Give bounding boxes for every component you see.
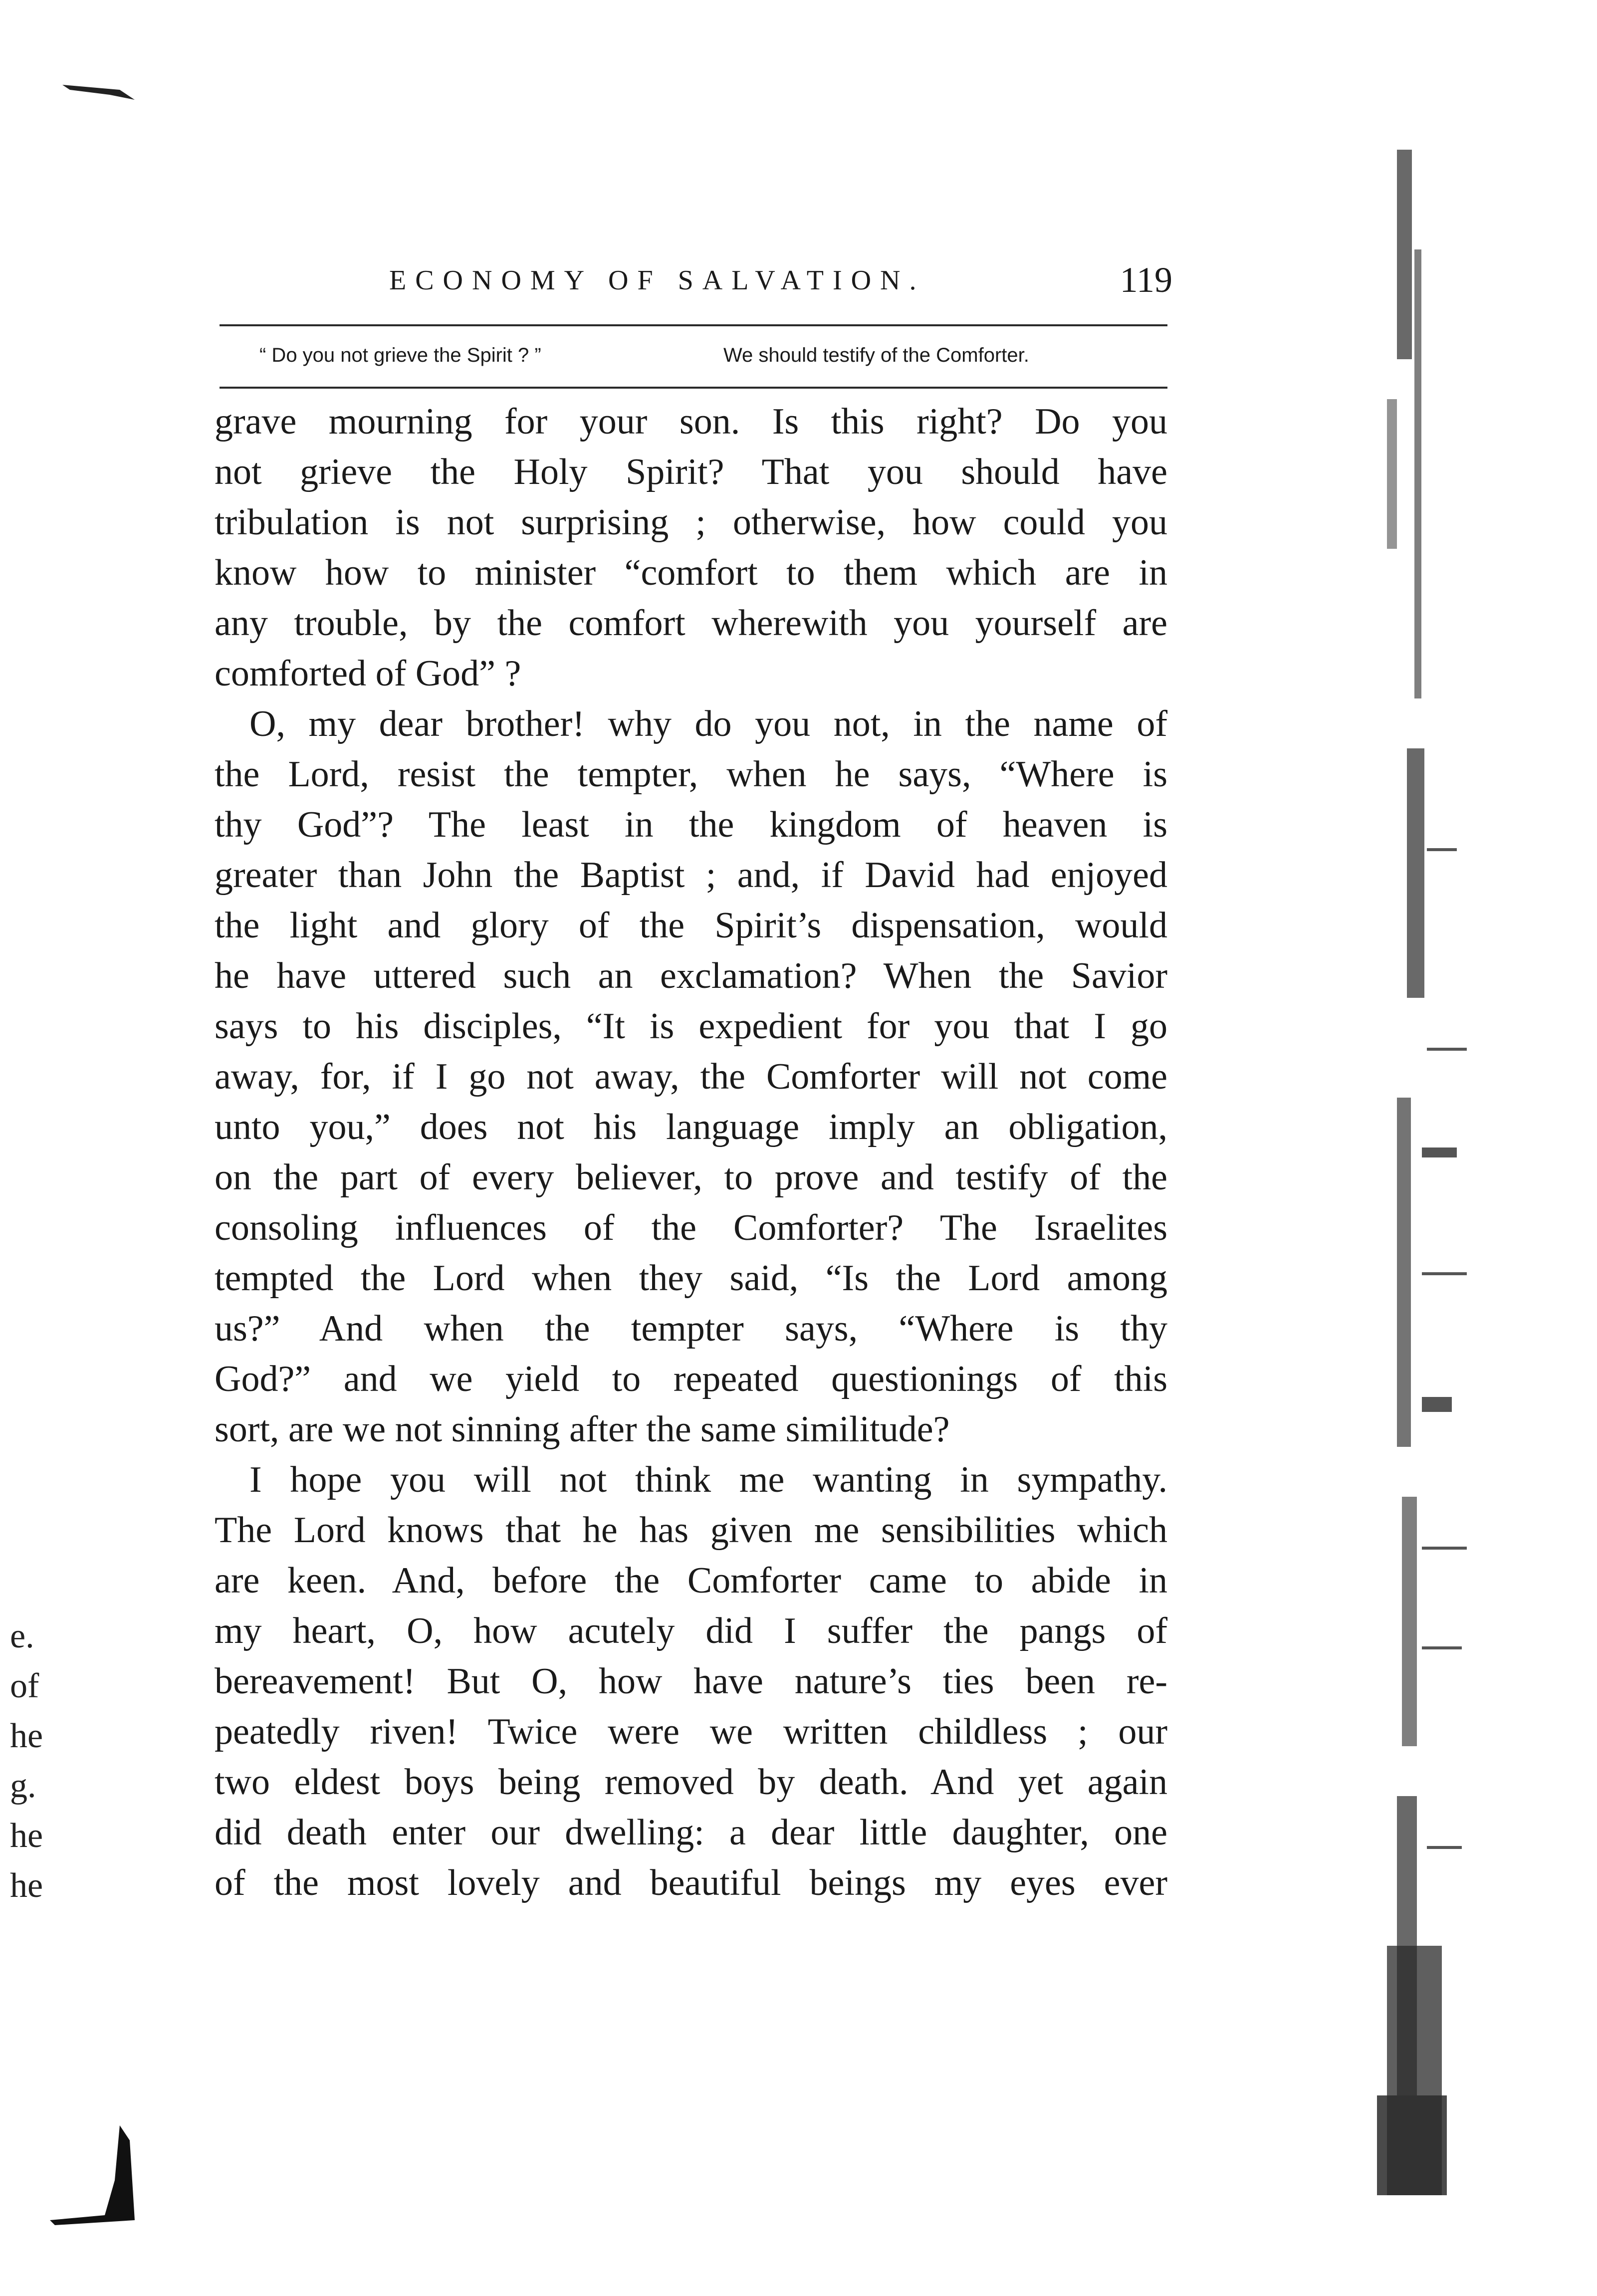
text-line: us?” And when the tempter says, “Where is thy [215,1308,1167,1349]
text-line: he have uttered such an exclamation? When the Savior [215,955,1167,996]
text-line: grave mourning for your son. Is this right? Do you [215,401,1167,442]
running-head [389,259,1187,304]
text-line: my heart, O, how acutely did I suffer the pangs of [215,1610,1167,1651]
page-edge-bleed [1367,100,1517,2220]
catchword-right: We should testify of the Comforter. [723,344,1029,366]
text-line: God?” and we yield to repeated questionings of this [215,1359,1167,1399]
header-rule-top [220,324,1167,326]
running-title: ECONOMY OF SALVATION. [389,265,925,296]
left-margin-fragment: he [10,1717,43,1755]
text-line: bereavement! But O, how have nature’s ties been re- [215,1661,1167,1702]
text-line: tempted the Lord when they said, “Is the Lord among [215,1258,1167,1299]
left-margin-fragment: he [10,1866,43,1905]
text-line: consoling influences of the Comforter? The Israelites [215,1207,1167,1248]
left-margin-fragment: e. [10,1617,34,1655]
ink-smudge-top [60,75,140,105]
text-line: away, for, if I go not away, the Comforter will not come [215,1056,1167,1097]
header-rule-bottom [220,387,1167,389]
text-line: any trouble, by the comfort wherewith you yourself are [215,603,1167,644]
text-line: thy God”? The least in the kingdom of heaven is [215,804,1167,845]
text-line: on the part of every believer, to prove and testify of the [215,1157,1167,1198]
text-line: greater than John the Baptist ; and, if David had enjoyed [215,855,1167,896]
text-line: tribulation is not surprising ; otherwise, how could you [215,502,1167,543]
left-margin-fragment: he [10,1817,43,1855]
text-line: not grieve the Holy Spirit? That you should have [215,452,1167,492]
body-text [215,397,1167,1908]
text-line: did death enter our dwelling: a dear little daughter, one [215,1812,1167,1853]
text-line: are keen. And, before the Comforter came to abide in [215,1560,1167,1601]
text-line: sort, are we not sinning after the same similitude? [215,1409,950,1450]
text-line: the light and glory of the Spirit’s dispensation, would [215,905,1167,946]
left-margin-fragment: of [10,1667,39,1705]
ink-blot-corner [45,2120,145,2230]
text-line: O, my dear brother! why do you not, in the name of [249,703,1167,744]
text-line: peatedly riven! Twice were we written childless ; our [215,1711,1167,1752]
left-margin-fragment: g. [10,1767,36,1805]
text-line: know how to minister “comfort to them which are in [215,552,1167,593]
text-line: of the most lovely and beautiful beings my eyes ever [215,1862,1167,1903]
text-line: the Lord, resist the tempter, when he says, “Where is [215,754,1167,795]
text-line: two eldest boys being removed by death. And yet again [215,1762,1167,1803]
text-line: The Lord knows that he has given me sensibilities which [215,1510,1167,1551]
page-number: 119 [1120,260,1172,300]
text-line: unto you,” does not his language imply an obligation, [215,1107,1167,1148]
text-line: comforted of God” ? [215,653,521,694]
catchword-left: “ Do you not grieve the Spirit ? ” [259,344,541,366]
text-line: says to his disciples, “It is expedient for you that I go [215,1006,1167,1047]
text-line: I hope you will not think me wanting in sympathy. [249,1459,1167,1500]
